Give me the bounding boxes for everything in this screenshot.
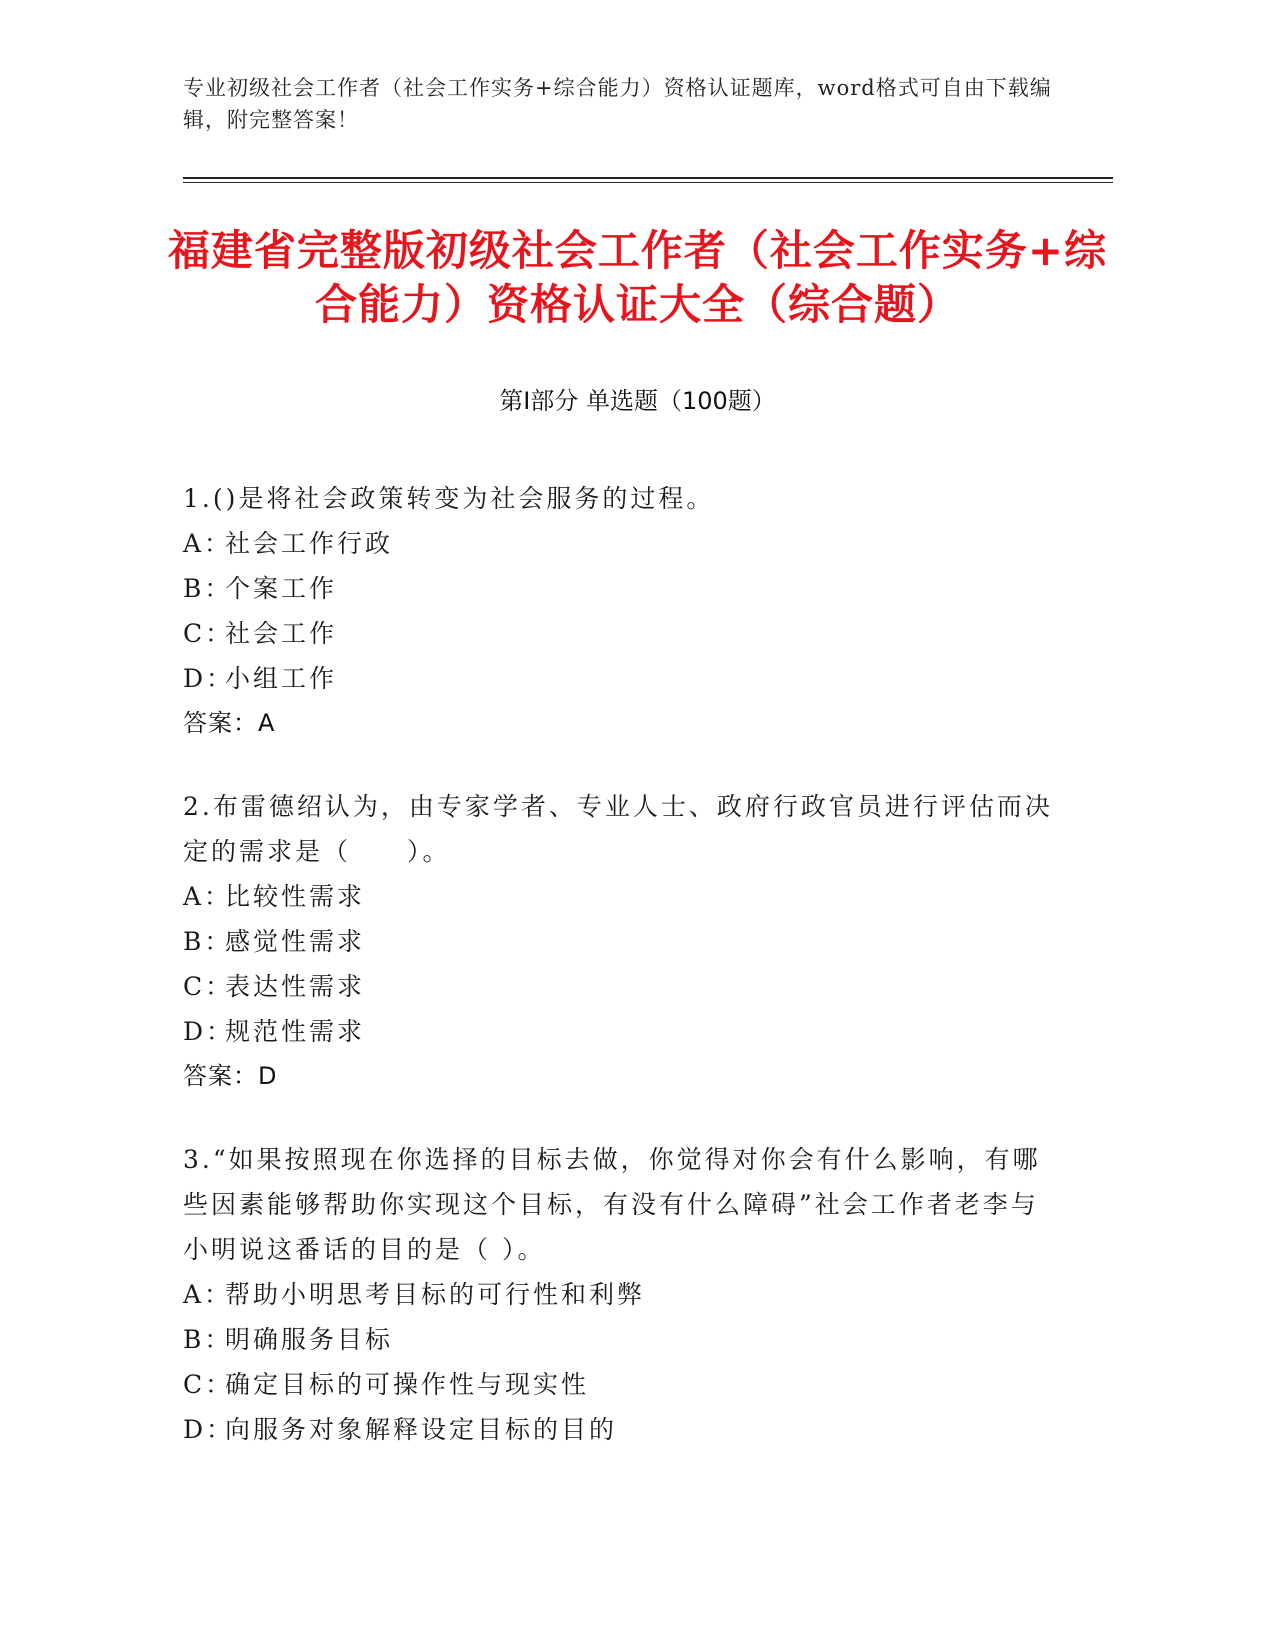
question-1 [183,476,1063,746]
option-key: B： [183,927,233,956]
option-c [183,964,1063,1009]
option-key: C： [183,619,234,648]
question-stem: 3.“如果按照现在你选择的目标去做，你觉得对你会有什么影响，有哪些因素能够帮助你实现这个目标，有没有什么障碍”社会工作者老李与小明说这番话的目的是（ ）。 [183,1145,1041,1264]
option-text: 帮助小明思考目标的可行性和利弊 [225,1280,646,1309]
document-title: 福建省完整版初级社会工作者（社会工作实务+综合能力）资格认证大全（综合题） [167,226,1108,329]
question-3 [183,1137,1063,1452]
option-key: A： [183,1280,233,1309]
option-key: A： [183,529,233,558]
option-text: 小组工作 [225,664,338,693]
answer: 答案：A [183,709,276,737]
option-key: C： [183,1370,234,1399]
option-key: D： [183,1017,235,1046]
option-key: D： [183,1415,235,1444]
question-2 [183,784,1063,1099]
option-text: 向服务对象解释设定目标的目的 [225,1415,618,1444]
option-a [183,1272,1063,1317]
option-key: D： [183,664,235,693]
option-text: 社会工作行政 [225,529,394,558]
option-text: 个案工作 [225,574,338,603]
answer: 答案：D [183,1062,278,1090]
option-text: 社会工作 [225,619,338,648]
option-text: 规范性需求 [225,1017,366,1046]
section-heading: 第Ⅰ部分 单选题（100题） [499,387,776,415]
option-a [183,874,1063,919]
option-key: C： [183,972,234,1001]
question-stem: 2.布雷德绍认为，由专家学者、专业人士、政府行政官员进行评估而决定的需求是（ ）。 [183,792,1053,866]
header-rule-thick [183,177,1113,179]
option-b [183,1317,1063,1362]
option-key: B： [183,1325,233,1354]
option-text: 表达性需求 [225,972,366,1001]
option-c [183,611,1063,656]
option-b [183,566,1063,611]
option-d [183,656,1063,701]
option-text: 比较性需求 [225,882,366,911]
header-note: 专业初级社会工作者（社会工作实务+综合能力）资格认证题库，word格式可自由下载编辑，附完整答案！ [183,76,1052,132]
header-rule-thin [183,182,1113,183]
option-d [183,1009,1063,1054]
option-text: 明确服务目标 [225,1325,394,1354]
option-b [183,919,1063,964]
option-text: 感觉性需求 [225,927,366,956]
option-text: 确定目标的可操作性与现实性 [225,1370,590,1399]
option-a [183,521,1063,566]
option-d [183,1407,1063,1452]
option-key: A： [183,882,233,911]
option-c [183,1362,1063,1407]
question-stem: 1.()是将社会政策转变为社会服务的过程。 [183,484,715,513]
question-list [183,476,1063,1490]
option-key: B： [183,574,233,603]
